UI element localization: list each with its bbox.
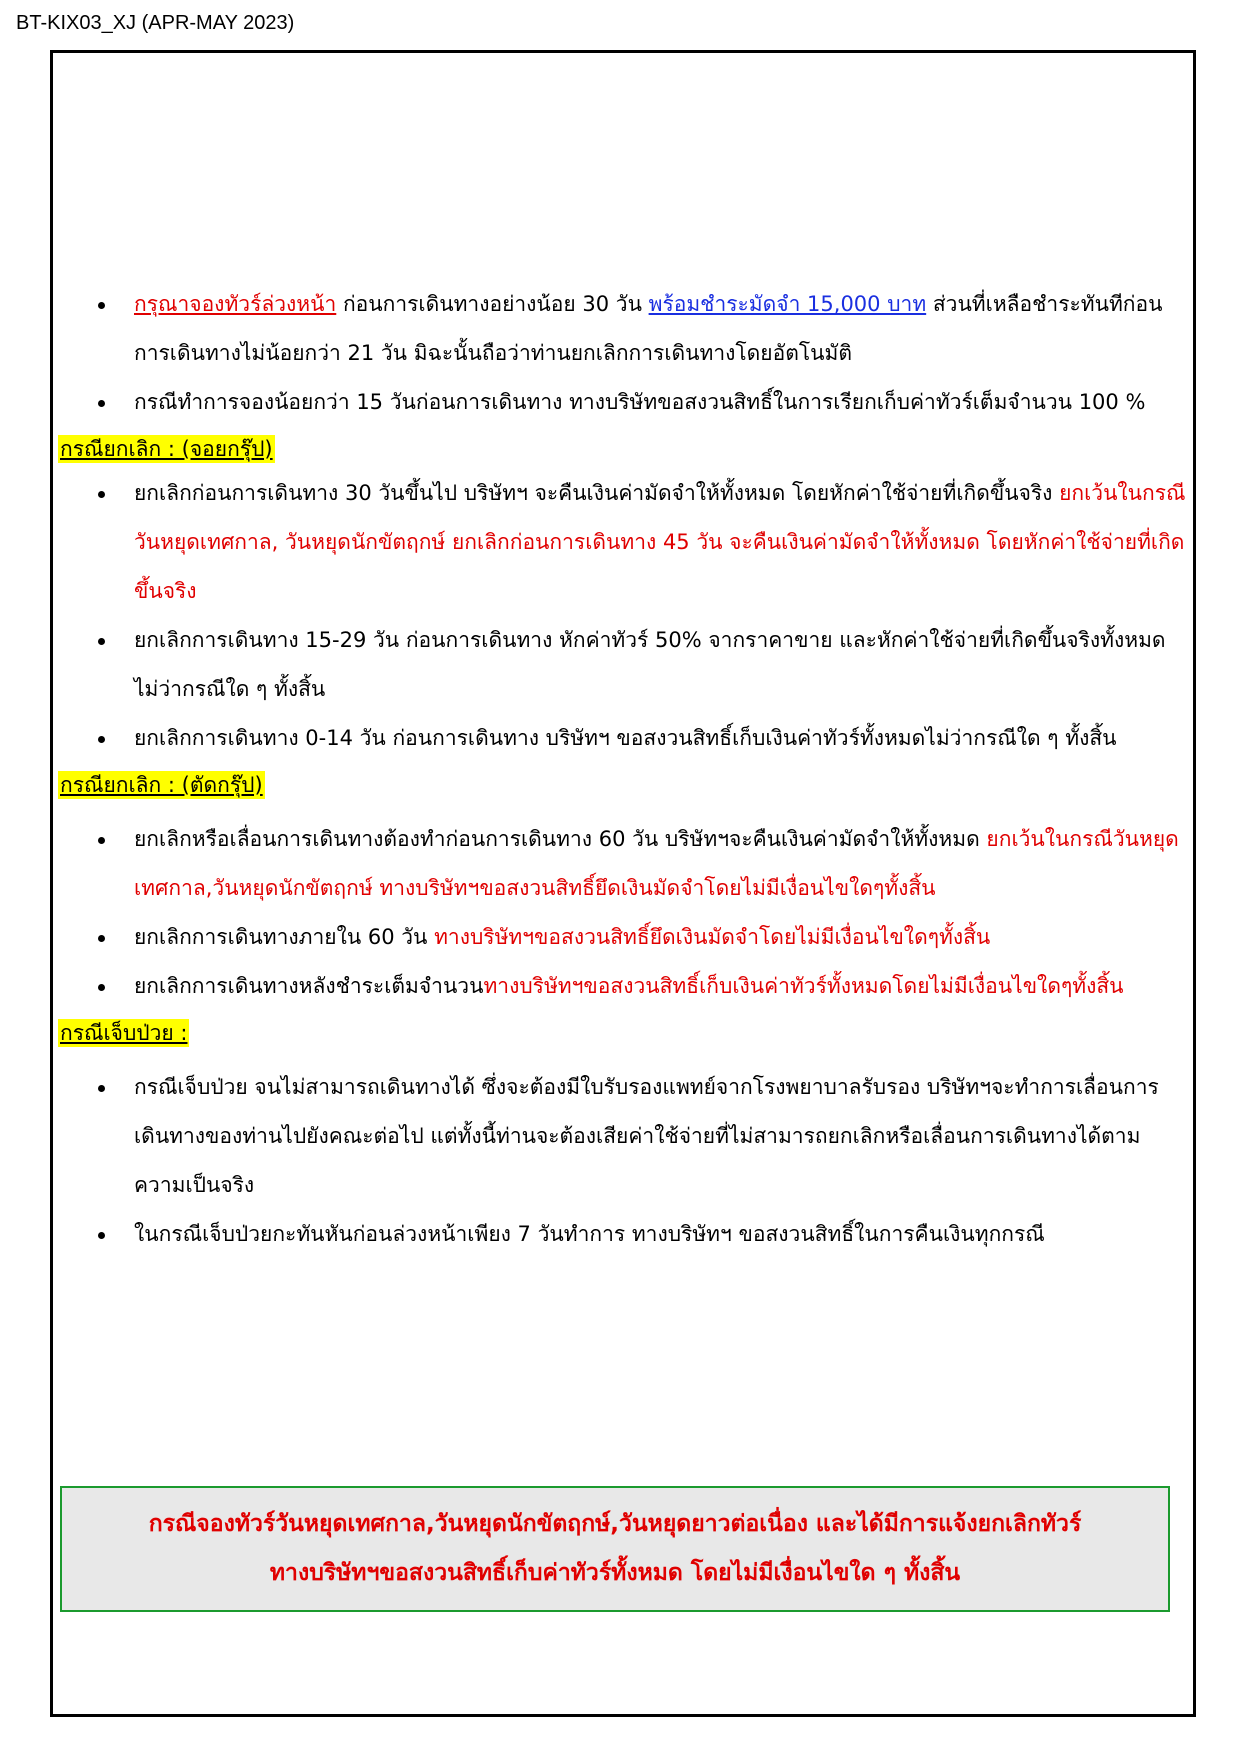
- cancel-private-text-2: ยกเลิกการเดินทางภายใน 60 วัน: [134, 925, 435, 949]
- holiday-notice-box: [60, 1486, 1170, 1612]
- list-item: กรณีเจ็บป่วย จนไม่สามารถเดินทางได้ ซึ่งจะต้องมีใบรับรองแพทย์จากโรงพยาบาลรับรอง บริษัทฯจะทำการเลื่อนการเดินทางของท่านไปยังคณะต่อไป แต่ทั้งนี้ท่านจะต้องเสียค่าใช้จ่ายที่ไม่สามารถยกเลิกหรือเลื่อนการเดินทางได้ตามความเป็นจริง: [58, 1063, 1188, 1210]
- cancel-private-exception-1: ยกเว้นในกรณีวันหยุดเทศกาล,วันหยุดนักขัตฤกษ์ ทางบริษัทฯขอสงวนสิทธิ์ยึดเงินมัดจำโดยไม่มีเงื่อนไขใดๆทั้งสิ้น: [134, 827, 1179, 900]
- document-code: BT-KIX03_XJ (APR-MAY 2023): [16, 12, 295, 34]
- list-item: [58, 962, 1188, 1011]
- booking-list: [58, 280, 1188, 427]
- illness-list: [58, 1063, 1188, 1259]
- cancel-private-text-1: ยกเลิกหรือเลื่อนการเดินทางต้องทำก่อนการเดินทาง 60 วัน บริษัทฯจะคืนเงินค่ามัดจำให้ทั้งหมด: [134, 827, 987, 851]
- cancel-join-text-1: ยกเลิกก่อนการเดินทาง 30 วันขึ้นไป บริษัทฯ จะคืนเงินค่ามัดจำให้ทั้งหมด โดยหักค่าใช้จ่ายที่เกิดขึ้นจริง: [134, 481, 1060, 505]
- cancel-private-exception-3: ทางบริษัทฯขอสงวนสิทธิ์เก็บเงินค่าทัวร์ทั้งหมดโดยไม่มีเงื่อนไขใดๆทั้งสิ้น: [483, 974, 1124, 998]
- section-heading-illness: กรณีเจ็บป่วย :: [60, 1021, 188, 1045]
- notice-line-1: กรณีจองทัวร์วันหยุดเทศกาล,วันหยุดนักขัตฤกษ์,วันหยุดยาวต่อเนื่อง และได้มีการแจ้งยกเลิกทัวร์: [148, 1511, 1082, 1537]
- booking-text-a: ก่อนการเดินทางอย่างน้อย 30 วัน: [336, 292, 649, 316]
- cancel-join-list: [58, 469, 1188, 763]
- booking-item-deposit: [58, 280, 1188, 378]
- cancel-private-list: [58, 815, 1188, 1011]
- list-item: ยกเลิกการเดินทาง 15-29 วัน ก่อนการเดินทาง หักค่าทัวร์ 50% จากราคาขาย และหักค่าใช้จ่ายที่เกิดขึ้นจริงทั้งหมดไม่ว่ากรณีใด ๆ ทั้งสิ้น: [58, 616, 1188, 714]
- section-heading-cancel-join: กรณียกเลิก : (จอยกรุ๊ป): [60, 437, 273, 461]
- section-heading-cancel-private: กรณียกเลิก : (ตัดกรุ๊ป): [60, 773, 263, 797]
- booking-text-b: ส่วนที่เหลือชำระทันทีก่อนการเดินทางไม่น้อยกว่า 21 วัน มิฉะนั้นถือว่าท่านยกเลิกการเดินทางโดยอัตโนมัติ: [134, 292, 1163, 365]
- terms-content: [58, 280, 1188, 1259]
- deposit-link[interactable]: พร้อมชำระมัดจำ 15,000 บาท: [648, 292, 927, 316]
- cancel-private-text-3: ยกเลิกการเดินทางหลังชำระเต็มจำนวน: [134, 974, 484, 998]
- list-item: [58, 469, 1188, 616]
- cancel-join-exception-1: ยกเว้นในกรณีวันหยุดเทศกาล, วันหยุดนักขัตฤกษ์ ยกเลิกก่อนการเดินทาง 45 วัน จะคืนเงินค่ามัดจำให้ทั้งหมด โดยหักค่าใช้จ่ายที่เกิดขึ้นจริง: [134, 481, 1186, 603]
- list-item: ยกเลิกการเดินทาง 0-14 วัน ก่อนการเดินทาง บริษัทฯ ขอสงวนสิทธิ์เก็บเงินค่าทัวร์ทั้งหมดไม่ว่ากรณีใด ๆ ทั้งสิ้น: [58, 714, 1188, 763]
- notice-line-2: ทางบริษัทฯขอสงวนสิทธิ์เก็บค่าทัวร์ทั้งหมด โดยไม่มีเงื่อนไขใด ๆ ทั้งสิ้น: [269, 1560, 961, 1586]
- cancel-private-exception-2: ทางบริษัทฯขอสงวนสิทธิ์ยึดเงินมัดจำโดยไม่มีเงื่อนไขใดๆทั้งสิ้น: [434, 925, 991, 949]
- list-item: [58, 815, 1188, 913]
- list-item: [58, 913, 1188, 962]
- booking-item-late: กรณีทำการจองน้อยกว่า 15 วันก่อนการเดินทาง ทางบริษัทขอสงวนสิทธิ์ในการเรียกเก็บค่าทัวร์เต็มจำนวน 100 %: [58, 378, 1188, 427]
- list-item: ในกรณีเจ็บป่วยกะทันหันก่อนล่วงหน้าเพียง 7 วันทำการ ทางบริษัทฯ ขอสงวนสิทธิ์ในการคืนเงินทุกกรณี: [58, 1210, 1188, 1259]
- advance-booking-link[interactable]: กรุณาจองทัวร์ล่วงหน้า: [134, 292, 337, 316]
